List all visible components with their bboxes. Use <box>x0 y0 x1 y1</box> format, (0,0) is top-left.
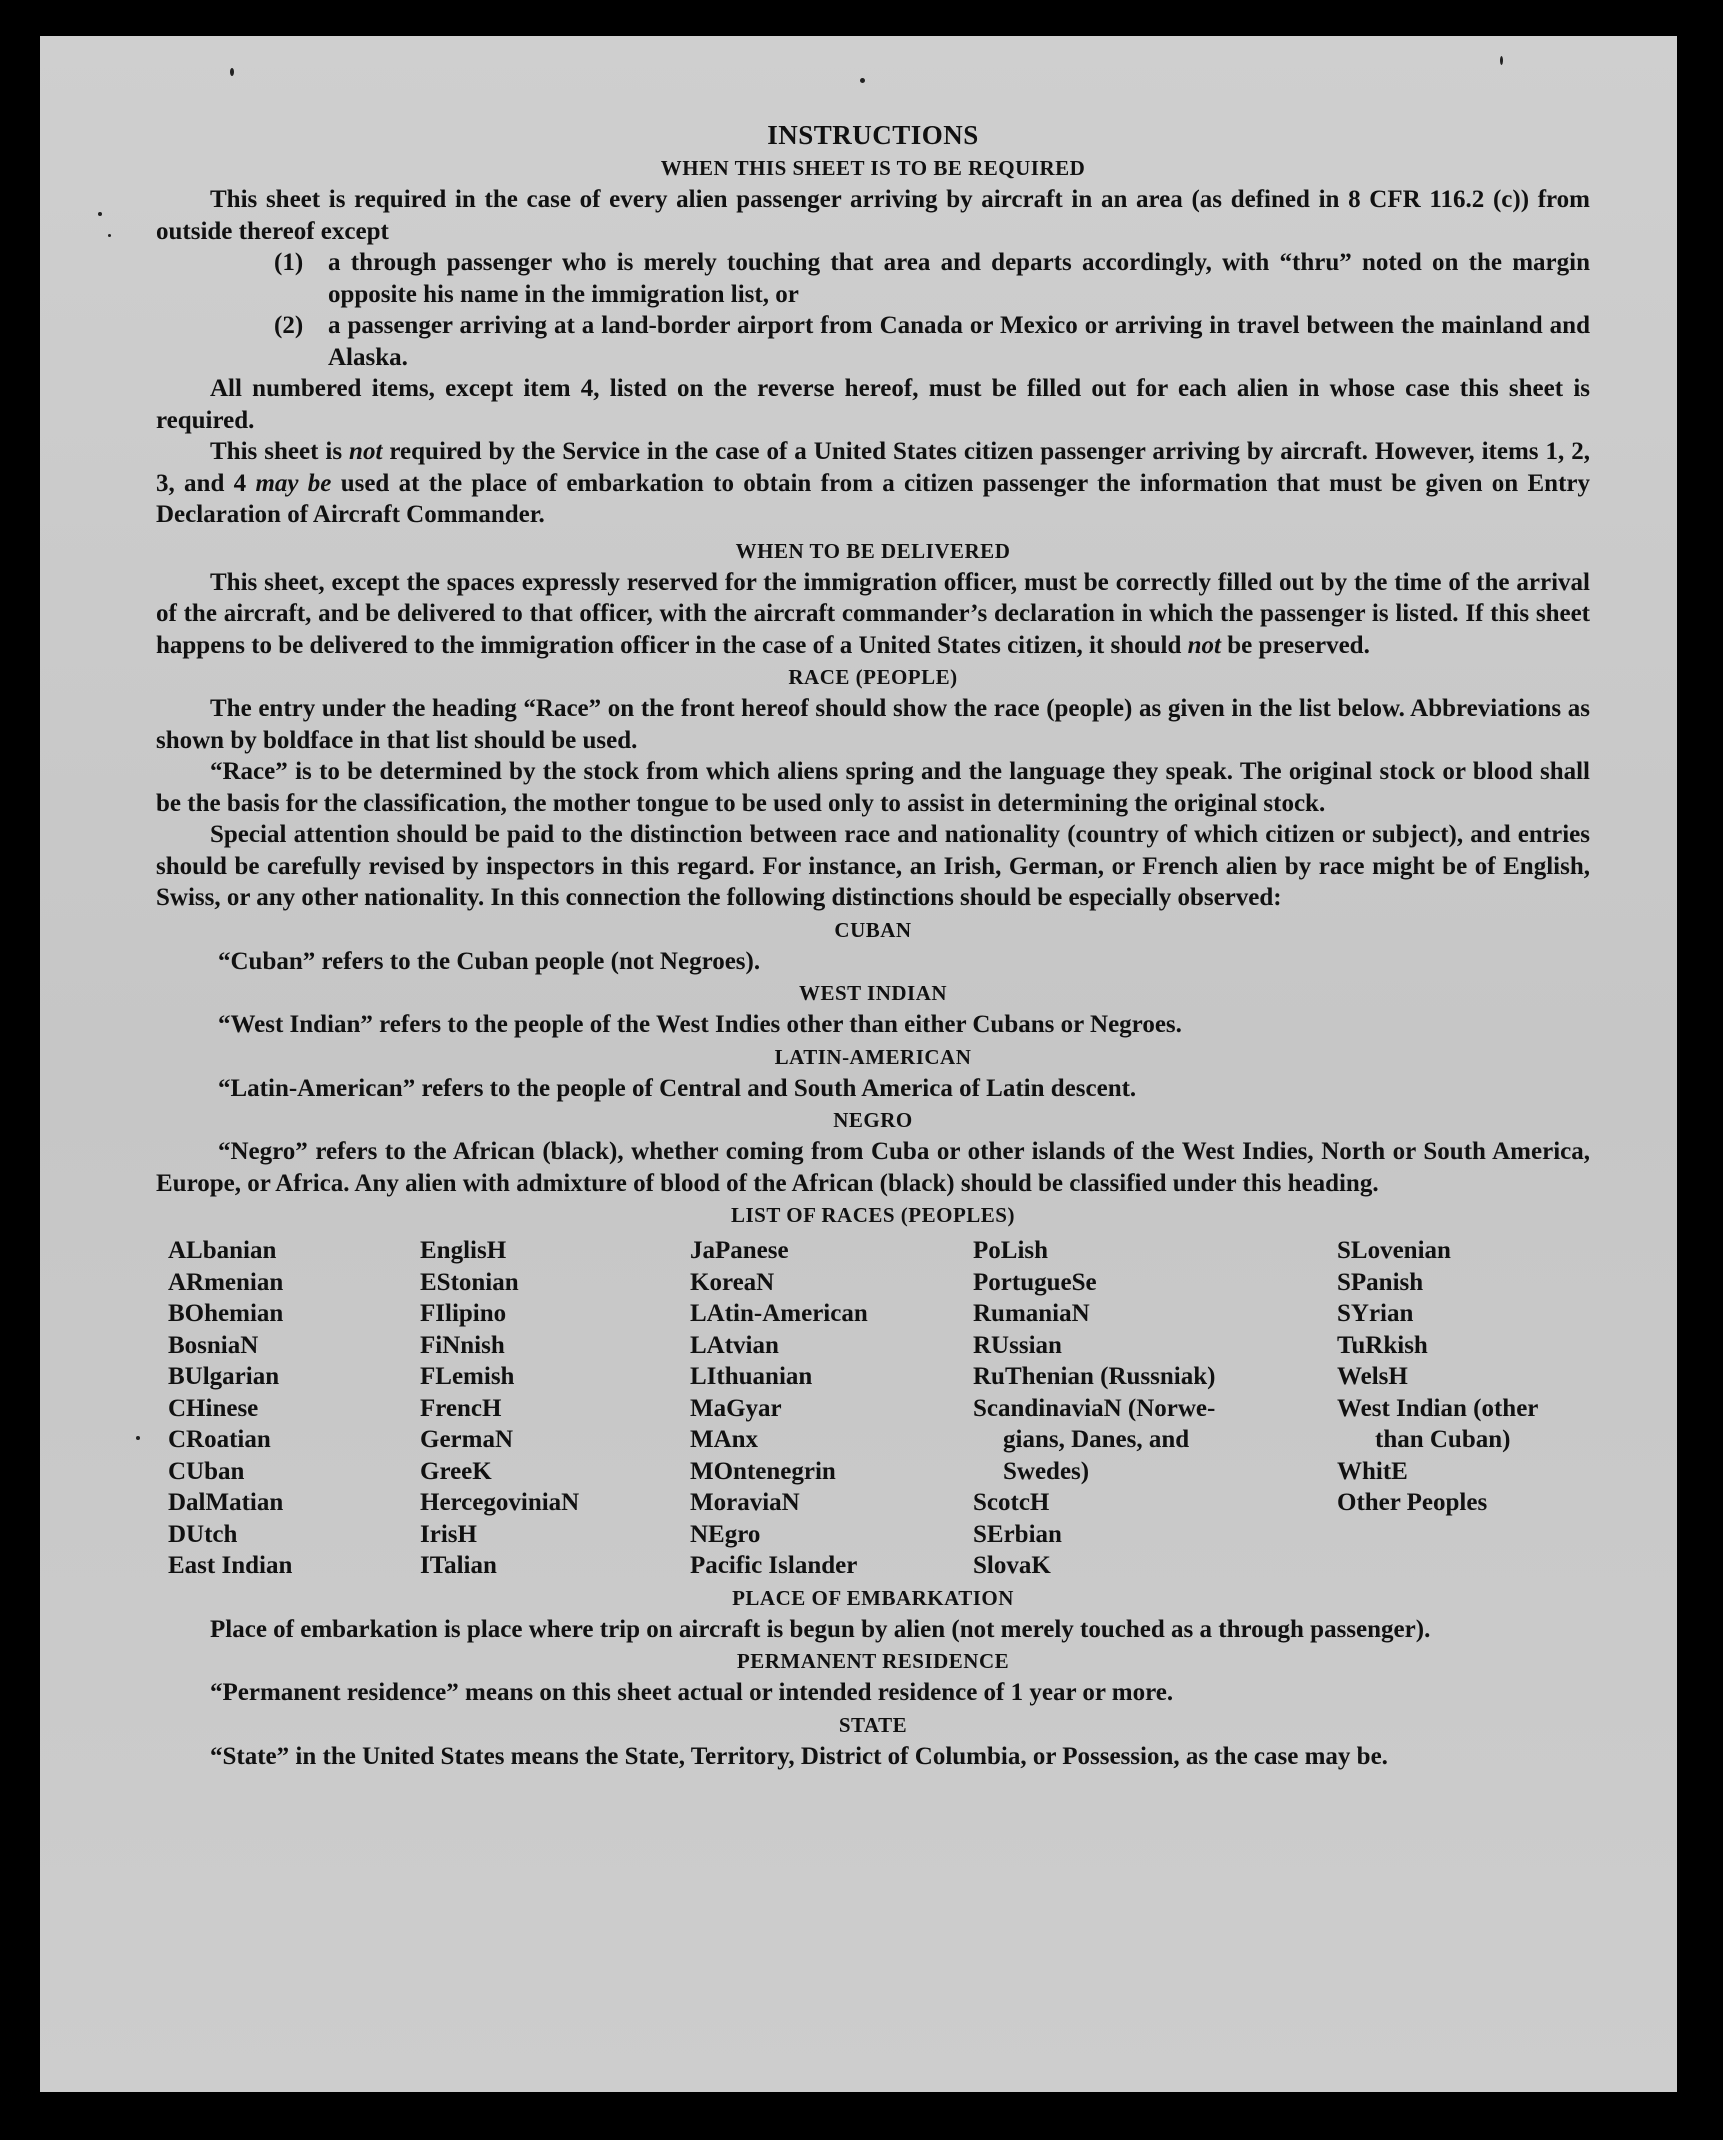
definition: “Cuban” refers to the Cuban people (not Negroes). <box>218 947 761 975</box>
race-entry: FIlipino <box>420 1300 507 1327</box>
race-entry: LAtin-American <box>690 1300 868 1327</box>
paragraph: This sheet, except the spaces expressly reserved for the immigration officer, must be correctly filled out by the time of the arrival of the aircraft, and be delivered to that officer, with the aircraft commander’s declaration in which the passenger is listed. If this sheet happens to be delivered to the immigration officer in the case of a United States citizen, it should not be preserved. <box>156 568 1590 659</box>
scan-speck <box>98 212 102 216</box>
race-entry: RUssian <box>973 1331 1062 1359</box>
race-entry: West Indian (other <box>1337 1394 1539 1422</box>
item-text: a through passenger who is merely touching that area and departs accordingly, with “thru” noted on the margin opposite his name in the immigration list, or <box>328 249 1590 308</box>
section-heading-race: RACE (PEOPLE) <box>788 665 958 689</box>
section-heading-state: STATE <box>838 1712 908 1737</box>
race-entry: CRoatian <box>168 1426 271 1453</box>
races-list <box>168 1235 1590 1582</box>
definition: “Permanent residence” means on this sheet actual or intended residence of 1 year or more. <box>210 1679 1174 1706</box>
paragraph: “Race” is to be determined by the stock from which aliens spring and the language they speak. The original stock or blood shall be the basis for the classification, the mother tongue to be used only to assist in determining the original stock. <box>156 758 1590 817</box>
race-entry: SPanish <box>1337 1268 1424 1296</box>
race-entry: FLemish <box>420 1363 515 1390</box>
races-column <box>168 1235 420 1582</box>
race-entry: SLovenian <box>1337 1237 1451 1264</box>
race-entry: MOntenegrin <box>690 1457 836 1485</box>
race-entry: MAnx <box>690 1426 759 1453</box>
race-entry: BUlgarian <box>168 1363 280 1390</box>
races-column <box>973 1235 1337 1582</box>
scan-speck <box>230 68 234 76</box>
definition: “State” in the United States means the State, Territory, District of Columbia, or Possession, as the case may be. <box>210 1742 1388 1770</box>
document-page <box>40 36 1677 2092</box>
race-entry: SlovaK <box>973 1552 1051 1579</box>
races-column <box>690 1235 973 1582</box>
race-entry: CUban <box>168 1457 245 1485</box>
race-entry: BosniaN <box>168 1331 259 1359</box>
race-entry: LAtvian <box>690 1331 779 1359</box>
definition: “West Indian” refers to the people of the West Indies other than either Cubans or Negroes. <box>218 1011 1182 1038</box>
paragraph: This sheet is required in the case of every alien passenger arriving by aircraft in an area (as defined in 8 CFR 116.2 (c)) from outside thereof except <box>156 186 1590 245</box>
section-heading-delivered: WHEN TO BE DELIVERED <box>735 538 1011 563</box>
race-entry: DUtch <box>168 1520 238 1548</box>
race-entry: SYrian <box>1337 1300 1414 1327</box>
races-column <box>420 1235 690 1582</box>
definition: “Negro” refers to the African (black), whether coming from Cuba or other islands of the West Indies, North or South America, Europe, or Africa. Any alien with admixture of blood of the African (black) should be classified under this heading. <box>156 1138 1590 1197</box>
item-text: a passenger arriving at a land-border airport from Canada or Mexico or arriving in travel between the mainland and Alaska. <box>328 312 1590 371</box>
race-entry: HercegoviniaN <box>420 1489 580 1516</box>
list-item <box>274 310 1590 373</box>
race-entry: FrencH <box>420 1394 502 1422</box>
race-entry: gians, Danes, and <box>1003 1426 1190 1453</box>
race-entry: CHinese <box>168 1394 259 1422</box>
race-entry: IrisH <box>420 1520 477 1548</box>
race-entry: JaPanese <box>690 1237 789 1264</box>
section-heading-embarkation: PLACE OF EMBARKATION <box>732 1585 1014 1610</box>
race-entry: MoraviaN <box>690 1489 800 1516</box>
definition: Place of embarkation is place where trip on aircraft is begun by alien (not merely touched as a through passenger). <box>210 1615 1431 1643</box>
race-entry: GreeK <box>420 1457 492 1485</box>
race-entry: PoLish <box>973 1237 1049 1264</box>
race-entry: SErbian <box>973 1520 1062 1548</box>
race-entry: RuThenian (Russniak) <box>973 1363 1216 1390</box>
paragraph: This sheet is not required by the Service in the case of a United States citizen passenger arriving by aircraft. However, items 1, 2, 3, and 4 may be used at the place of embarkation to obtain from a citizen passenger the information that must be given on Entry Declaration of Aircraft Commander. <box>156 438 1590 528</box>
race-entry: DalMatian <box>168 1489 284 1516</box>
race-entry: BOhemian <box>168 1300 284 1327</box>
scan-speck <box>136 1436 140 1440</box>
scan-speck <box>108 234 111 237</box>
race-entry: than Cuban) <box>1375 1426 1511 1453</box>
race-entry: PortugueSe <box>973 1268 1097 1296</box>
section-heading-west-indian: WEST INDIAN <box>798 981 948 1005</box>
race-entry: WelsH <box>1337 1363 1408 1390</box>
race-entry: Pacific Islander <box>690 1552 858 1579</box>
list-item <box>274 247 1590 310</box>
definition: “Latin-American” refers to the people of Central and South America of Latin descent. <box>218 1074 1137 1102</box>
race-entry: ITalian <box>420 1552 497 1579</box>
race-entry: WhitE <box>1337 1457 1408 1485</box>
page-title: INSTRUCTIONS <box>767 120 979 150</box>
race-entry: ScandinaviaN (Norwe- <box>973 1394 1216 1422</box>
race-entry: RumaniaN <box>973 1300 1090 1327</box>
races-column <box>1337 1235 1602 1582</box>
section-heading-negro: NEGRO <box>833 1108 913 1132</box>
race-entry: ALbanian <box>168 1237 277 1264</box>
race-entry: EStonian <box>420 1268 519 1296</box>
paragraph: All numbered items, except item 4, listed on the reverse hereof, must be filled out for each alien in whose case this sheet is required. <box>156 375 1590 434</box>
item-number: (2) <box>274 312 304 339</box>
race-entry: TuRkish <box>1337 1331 1428 1359</box>
section-heading-list-of-races: LIST OF RACES (PEOPLES) <box>731 1203 1015 1227</box>
paragraph: The entry under the heading “Race” on the front hereof should show the race (people) as given in the list below. Abbreviations as shown by boldface in that list should be used. <box>156 695 1590 754</box>
race-entry: NEgro <box>690 1520 761 1548</box>
paragraph: Special attention should be paid to the distinction between race and nationality (country of which citizen or subject), and entries should be carefully revised by inspectors in this regard. For instance, an Irish, German, or French alien by race might be of English, Swiss, or any other nationality. In this connection the following distinctions should be especially observed: <box>156 821 1590 911</box>
section-heading-required: WHEN THIS SHEET IS TO BE REQUIRED <box>660 156 1086 180</box>
race-entry: ARmenian <box>168 1268 284 1296</box>
race-entry: Other Peoples <box>1337 1489 1488 1516</box>
instructions-body <box>156 118 1590 1772</box>
section-heading-latin-american: LATIN-AMERICAN <box>774 1044 972 1069</box>
race-entry: Swedes) <box>1003 1457 1090 1485</box>
scan-speck <box>860 78 865 83</box>
section-heading-cuban: CUBAN <box>834 917 912 942</box>
item-number: (1) <box>274 249 304 276</box>
race-entry: EnglisH <box>420 1237 507 1264</box>
scan-speck <box>1500 56 1503 65</box>
section-heading-permanent-residence: PERMANENT RESIDENCE <box>736 1649 1010 1673</box>
race-entry: East Indian <box>168 1552 293 1579</box>
race-entry: FiNnish <box>420 1331 505 1359</box>
race-entry: MaGyar <box>690 1394 782 1422</box>
race-entry: ScotcH <box>973 1489 1050 1516</box>
race-entry: GermaN <box>420 1426 514 1453</box>
race-entry: KoreaN <box>690 1268 775 1296</box>
race-entry: LIthuanian <box>690 1363 813 1390</box>
